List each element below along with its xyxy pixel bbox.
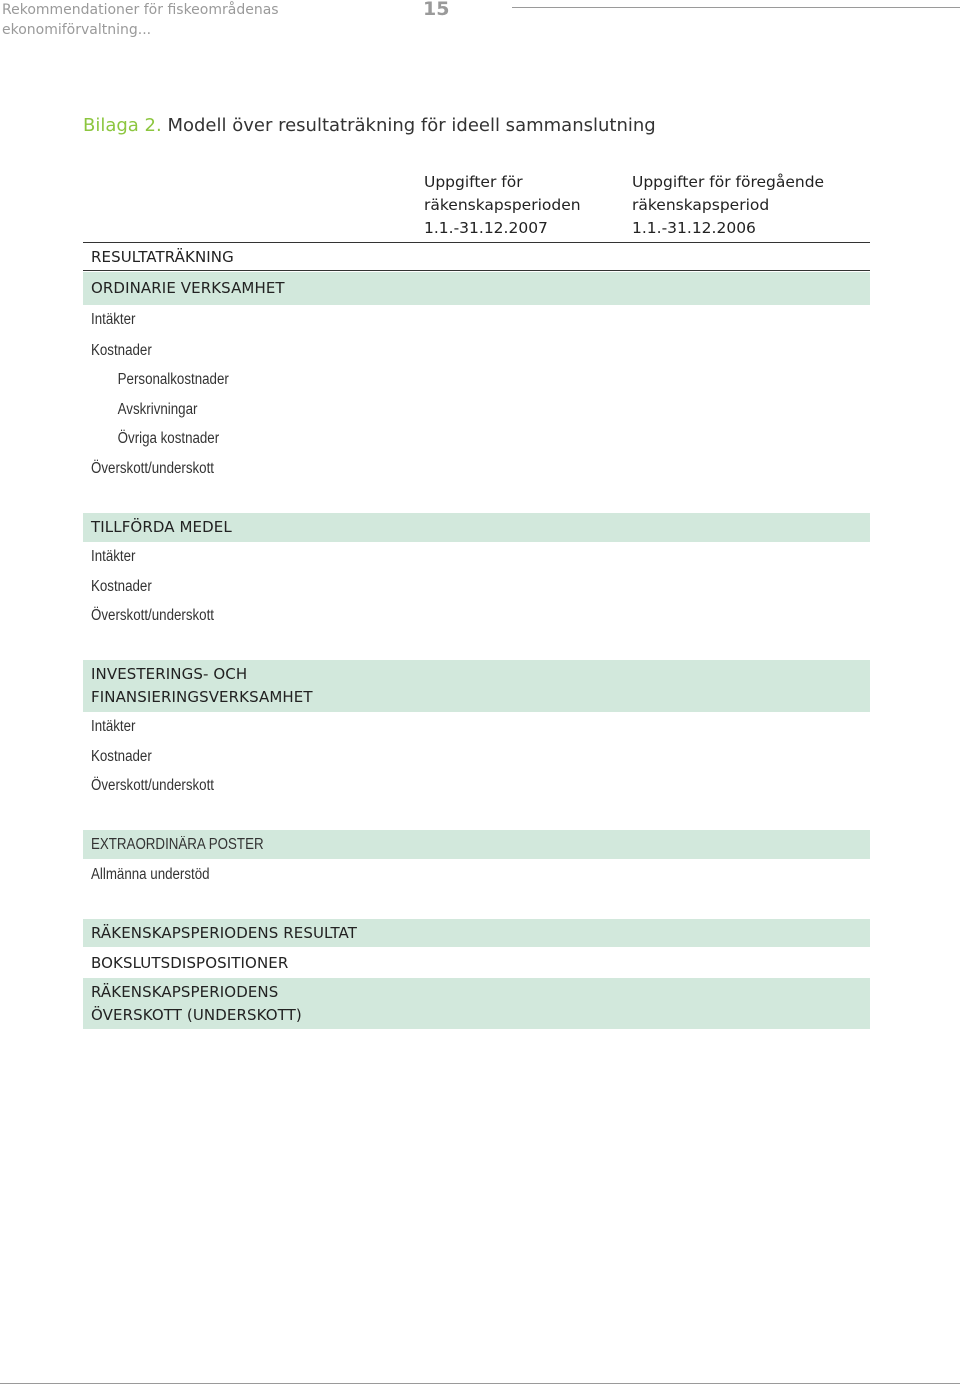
table-top-rule bbox=[83, 242, 870, 243]
row-label-personnel-costs: Personalkostnader bbox=[117, 371, 229, 388]
section-allocated-funds bbox=[83, 513, 870, 542]
table-row bbox=[83, 369, 870, 391]
row-label-general-grants: Allmänna understöd bbox=[91, 866, 210, 883]
column-header-line: räkenskapsperioden bbox=[424, 196, 581, 214]
row-label-period-surplus-line-2: ÖVERSKOTT (UNDERSKOTT) bbox=[91, 1005, 302, 1024]
section-heading: TILLFÖRDA MEDEL bbox=[91, 518, 232, 536]
section-extraordinary-items bbox=[83, 830, 870, 859]
column-header-line: räkenskapsperiod bbox=[632, 196, 770, 214]
row-label-costs: Kostnader bbox=[91, 578, 152, 595]
table-row bbox=[83, 716, 870, 738]
table-row bbox=[83, 309, 870, 331]
table-row bbox=[83, 399, 870, 421]
row-label-costs: Kostnader bbox=[91, 748, 152, 765]
section-ordinary-activities bbox=[83, 272, 870, 305]
table-row bbox=[83, 340, 870, 362]
running-head-line-2: ekonomiförvaltning... bbox=[2, 22, 152, 38]
page-title bbox=[83, 113, 656, 139]
column-header-period: 1.1.-31.12.2007 bbox=[424, 219, 548, 237]
table-row bbox=[83, 428, 870, 450]
row-label-depreciation: Avskrivningar bbox=[117, 401, 198, 418]
table-row bbox=[83, 576, 870, 598]
section-rule bbox=[83, 270, 870, 271]
row-label-result: Överskott/underskott bbox=[91, 607, 214, 624]
column-header-line: Uppgifter för bbox=[424, 173, 523, 191]
section-heading-line-1: INVESTERINGS- OCH bbox=[91, 665, 248, 683]
row-label-income: Intäkter bbox=[91, 311, 136, 328]
row-label-period-result: RÄKENSKAPSPERIODENS RESULTAT bbox=[91, 923, 357, 942]
table-row bbox=[83, 458, 870, 480]
table-row bbox=[83, 546, 870, 568]
row-label-result: Överskott/underskott bbox=[91, 777, 214, 794]
row-period-surplus bbox=[83, 978, 870, 1029]
column-header-period: 1.1.-31.12.2006 bbox=[632, 219, 756, 237]
section-heading: EXTRAORDINÄRA POSTER bbox=[91, 836, 264, 853]
row-label-income: Intäkter bbox=[91, 548, 136, 565]
row-label-result: Överskott/underskott bbox=[91, 460, 214, 477]
title-text: Modell över resultaträkning för ideell sammanslutning bbox=[161, 115, 656, 136]
footer-rule bbox=[0, 1383, 960, 1384]
header-rule bbox=[512, 7, 960, 8]
table-row bbox=[83, 775, 870, 797]
statement-heading: RESULTATRÄKNING bbox=[91, 248, 234, 266]
row-period-result bbox=[83, 919, 870, 947]
table-row bbox=[83, 605, 870, 627]
row-label-income: Intäkter bbox=[91, 718, 136, 735]
section-investment-financing bbox=[83, 660, 870, 712]
column-header-previous-period bbox=[632, 171, 824, 240]
section-heading: ORDINARIE VERKSAMHET bbox=[91, 279, 285, 297]
column-header-current-period bbox=[424, 171, 581, 240]
column-header-line: Uppgifter för föregående bbox=[632, 173, 825, 191]
appendix-label: Bilaga 2. bbox=[83, 115, 162, 136]
running-head-line-1: Rekommendationer för fiskeområdenas bbox=[2, 2, 279, 18]
row-label-other-costs: Övriga kostnader bbox=[117, 430, 220, 447]
row-label-period-surplus-line-1: RÄKENSKAPSPERIODENS bbox=[91, 982, 279, 1001]
running-head bbox=[2, 0, 302, 40]
table-row bbox=[83, 864, 870, 886]
section-heading-line-2: FINANSIERINGSVERKSAMHET bbox=[91, 688, 313, 706]
page-number: 15 bbox=[423, 0, 450, 20]
table-row bbox=[83, 746, 870, 768]
row-appropriations: BOKSLUTSDISPOSITIONER bbox=[91, 954, 289, 972]
row-label-costs: Kostnader bbox=[91, 342, 152, 359]
